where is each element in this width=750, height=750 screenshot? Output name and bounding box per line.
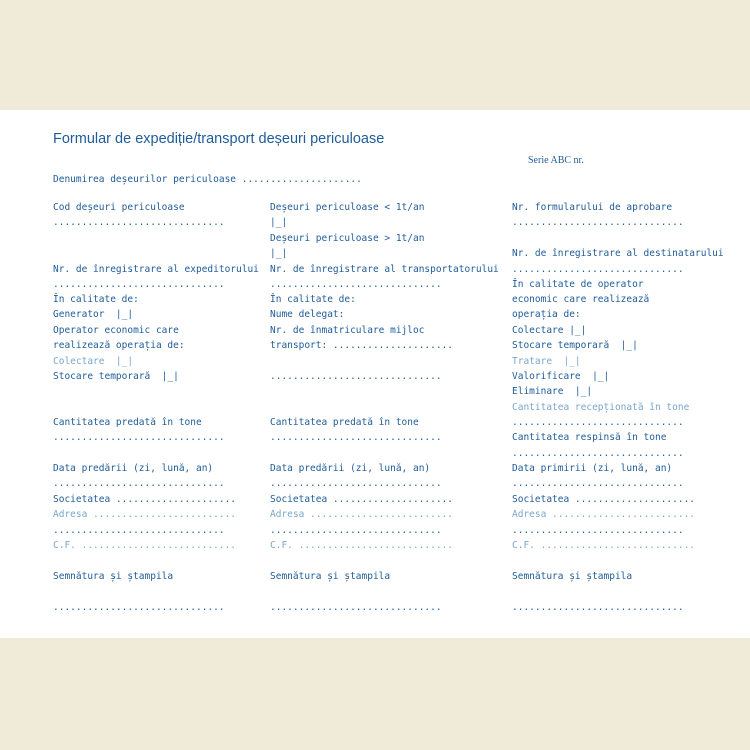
semnatura-label: Semnătura și ștampila [53,571,174,582]
adresa-dots: .............................. [270,525,442,536]
destinatar-label: Nr. de înregistrare al destinatarului [512,248,724,259]
stocare-checkbox[interactable]: Stocare temporară |_| [53,371,179,382]
semnatura-dots: .............................. [512,602,684,613]
over-1t-label: Deșeuri periculoase > 1t/an [270,233,425,244]
semnatura-label: Semnătura și ștampila [512,571,633,582]
nr-transportator-label: Nr. de înregistrare al transportatorului [270,264,499,275]
stocare-checkbox[interactable]: Stocare temporară |_| [512,340,638,351]
cantitate-respinsa-label: Cantitatea respinsă în tone [512,432,667,443]
calitate-line2: economic care realizează [512,294,650,305]
sub-1t-checkbox[interactable]: |_| [270,217,288,228]
nume-delegat-field: Nume delegat: [270,309,345,320]
generator-checkbox[interactable]: Generator |_| [53,309,134,320]
adresa-dots: .............................. [512,525,684,536]
data-dots: .............................. [53,478,225,489]
nr-transportator-dots: .............................. [270,279,442,290]
cantitate-receptionata-dots: .............................. [512,417,684,428]
data-dots: .............................. [512,478,684,489]
cf-field: C.F. ........................... [512,540,696,551]
operator-line2: realizează operația de: [53,340,185,351]
aprobare-label: Nr. formularului de aprobare [512,202,673,213]
cod-label: Cod deșeuri periculoase [53,202,185,213]
adresa-field: Adresa ......................... [53,509,237,520]
cantitate-dots: .............................. [53,432,225,443]
adresa-field: Adresa ......................... [512,509,696,520]
adresa-field: Adresa ......................... [270,509,454,520]
sub-1t-label: Deșeuri periculoase < 1t/an [270,202,425,213]
cf-field: C.F. ........................... [53,540,237,551]
form-page [0,110,750,638]
nr-inmatriculare-line2: transport: ..................... [270,340,454,351]
valorificare-checkbox[interactable]: Valorificare |_| [512,371,610,382]
calitate-line1: În calitate de operator [512,279,644,290]
over-1t-checkbox[interactable]: |_| [270,248,288,259]
colectare-checkbox[interactable]: Colectare |_| [512,325,587,336]
form-title: Formular de expediție/transport deșeuri periculoase [53,131,385,147]
destinatar-dots: .............................. [512,264,684,275]
serie-number: Serie ABC nr. [528,155,584,166]
adresa-dots: .............................. [53,525,225,536]
data-dots: .............................. [270,478,442,489]
nr-expeditor-label: Nr. de înregistrare al expeditorului [53,264,259,275]
aprobare-dots: .............................. [512,217,684,228]
semnatura-label: Semnătura și ștampila [270,571,391,582]
societatea-field: Societatea ..................... [512,494,696,505]
cantitate-label: Cantitatea predată în tone [270,417,419,428]
data-label: Data primirii (zi, lună, an) [512,463,673,474]
data-label: Data predării (zi, lună, an) [53,463,214,474]
nr-inmatriculare-line1: Nr. de înmatriculare mijloc [270,325,425,336]
calitate-label: În calitate de: [270,294,356,305]
denumirea-field: Denumirea deșeurilor periculoase ..................... [53,174,362,185]
eliminare-checkbox[interactable]: Eliminare |_| [512,386,593,397]
cantitate-dots: .............................. [270,432,442,443]
transport-dots: .............................. [270,371,442,382]
societatea-field: Societatea ..................... [270,494,454,505]
data-label: Data predării (zi, lună, an) [270,463,431,474]
calitate-line3: operația de: [512,309,581,320]
calitate-label: În calitate de: [53,294,139,305]
cantitate-label: Cantitatea predată în tone [53,417,202,428]
societatea-field: Societatea ..................... [53,494,237,505]
cantitate-respinsa-dots: .............................. [512,448,684,459]
semnatura-dots: .............................. [270,602,442,613]
colectare-checkbox[interactable]: Colectare |_| [53,356,134,367]
cod-dots: .............................. [53,217,225,228]
cf-field: C.F. ........................... [270,540,454,551]
operator-line1: Operator economic care [53,325,179,336]
semnatura-dots: .............................. [53,602,225,613]
tratare-checkbox[interactable]: Tratare |_| [512,356,581,367]
nr-expeditor-dots: .............................. [53,279,225,290]
cantitate-receptionata-label: Cantitatea recepționată în tone [512,402,690,413]
